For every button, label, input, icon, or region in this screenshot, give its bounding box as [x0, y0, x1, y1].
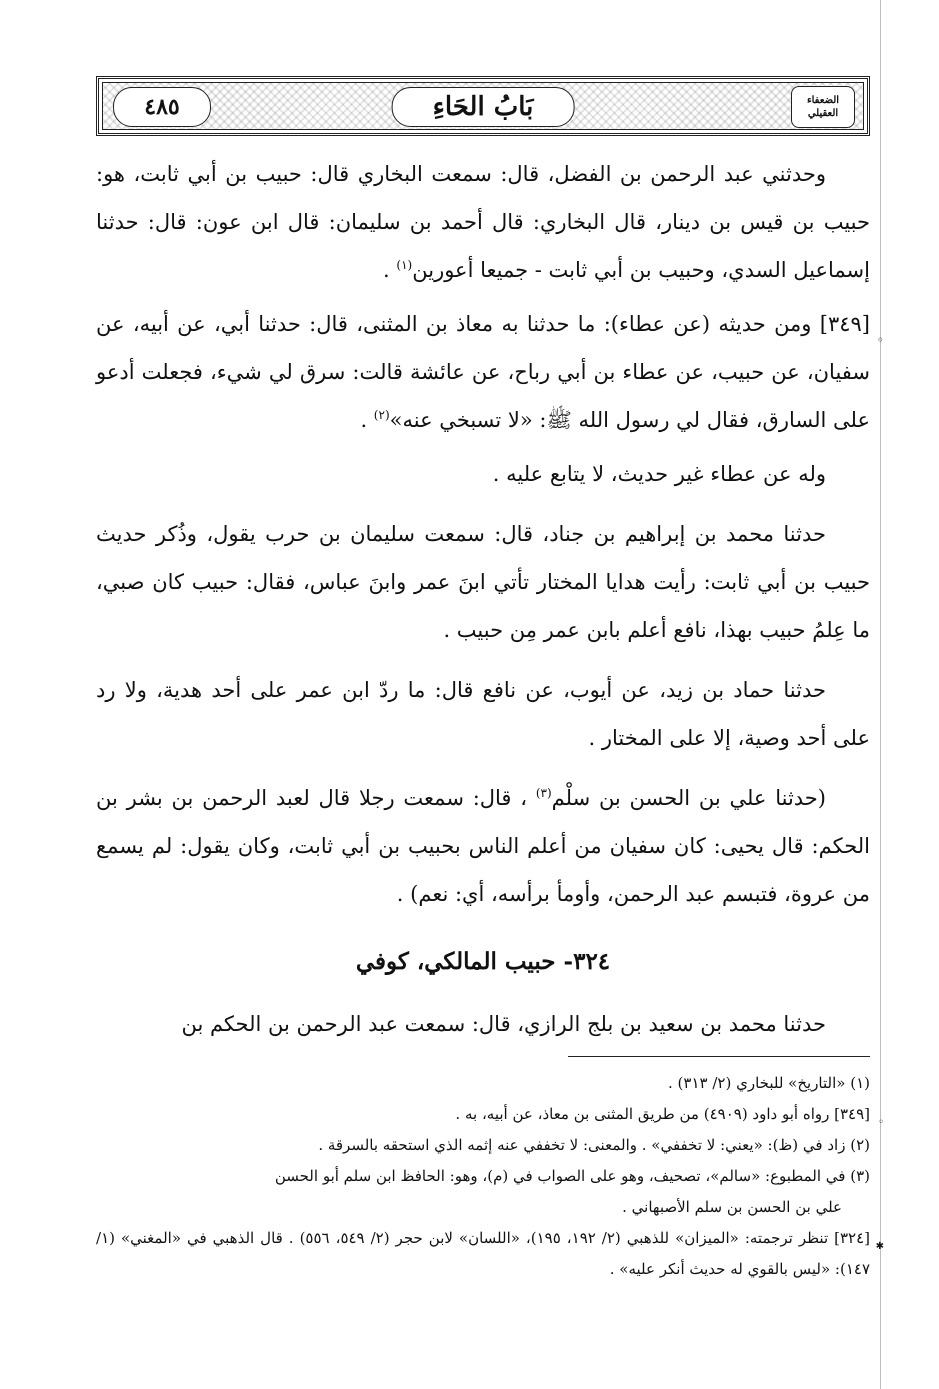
entry-title-324: ٣٢٤- حبيب المالكي، كوفي	[355, 948, 611, 975]
main-text	[96, 150, 884, 1048]
footnote-ref-2: (٢)	[373, 408, 390, 422]
footnote-ref-3: (٣)	[535, 786, 552, 800]
hadith-marker: ◦	[876, 333, 884, 347]
footnote-3-continuation: علي بن الحسن بن سلم الأصبهاني .	[622, 1198, 842, 1216]
paragraph-7: حدثنا محمد بن سعيد بن بلج الرازي، قال: سمعت عبد الرحمن بن الحكم بن	[181, 1012, 826, 1036]
footnote-324-marker: ✱	[875, 1241, 884, 1252]
hadith-349-end: .	[360, 408, 374, 432]
paragraph-1	[96, 150, 870, 294]
paragraph-6	[96, 774, 870, 918]
header-ornament-band	[102, 82, 864, 130]
footnote-324-text: [٣٢٤] تنظر ترجمته: «الميزان» للذهبي (٢/ ١٩٢، ١٩٥)، «اللسان» لابن حجر (٢/ ٥٤٩، ٥٥٦) . قال الذهبي في «المغني» (١/ ١٤٧): «ليس بالقوي له حديث أنكر عليه» .	[96, 1229, 870, 1278]
footnote-separator	[568, 1056, 870, 1057]
paragraph-3: وله عن عطاء غير حديث، لا يتابع عليه .	[492, 462, 826, 486]
page-edge-line	[880, 0, 881, 1389]
paragraph-6-text-a: (حدثنا علي بن الحسن بن سلْم	[551, 786, 826, 810]
footnotes	[96, 1068, 884, 1285]
book-logo-line1: الضعفاء	[806, 95, 840, 106]
book-logo-line2: العقيلي	[807, 108, 839, 119]
hadith-349	[96, 300, 884, 444]
paragraph-6-text-b: ، قال: سمعت رجلا قال لعبد الرحمن بن بشر بن الحكم: قال يحيى: كان سفيان من أعلم الناس بحبيب بن أبي ثابت، وكان يقول: لم يسمع من عروة، فتبسم عبد الرحمن، وأومأ برأسه، أي: نعم) .	[96, 786, 870, 906]
book-logo	[791, 86, 855, 128]
paragraph-1-text: وحدثني عبد الرحمن بن الفضل، قال: سمعت البخاري قال: حبيب بن أبي ثابت، هو: حبيب بن قيس بن دينار، قال البخاري: قال أحمد بن سليمان: قال ابن عون: قال: حدثنا إسماعيل السدي، وحبيب بن أبي ثابت - جميعا أعورين	[96, 162, 870, 282]
footnote-1: (١) «التاريخ» للبخاري (٢/ ٣١٣) .	[668, 1074, 870, 1092]
footnote-3: (٣) في المطبوع: «سالم»، تصحيف، وهو على الصواب في (م)، وهو: الحافظ ابن سلم أبو الحسن	[274, 1167, 870, 1185]
hadith-349-text: [٣٤٩] ومن حديثه (عن عطاء): ما حدثنا به معاذ بن المثنى، قال: حدثنا أبي، عن أبيه، عن سفيان، عن حبيب، عن عطاء بن أبي رباح، عن عائشة قالت: سرق لي شيء، فجعلت أدعو على السارق، فقال لي رسول الله ﷺ: «لا تسبخي عنه»	[96, 312, 870, 432]
footnote-ref-1: (١)	[396, 258, 413, 272]
footnote-349-marker: ◦	[878, 1117, 884, 1128]
footnote-324	[96, 1223, 884, 1285]
paragraph-1-end: .	[383, 258, 397, 282]
page-number: ٤٨٥	[113, 87, 211, 127]
chapter-title: بَابُ الحَاءِ	[392, 87, 575, 127]
footnote-349	[96, 1099, 884, 1130]
footnote-349-text: [٣٤٩] رواه أبو داود (٤٩٠٩) من طريق المثنى بن معاذ، عن أبيه، به .	[455, 1105, 870, 1123]
paragraph-5: حدثنا حماد بن زيد، عن أيوب، عن نافع قال: ما ردّ ابن عمر على أحد هدية، ولا رد على أحد وصية، إلا على المختار .	[96, 678, 870, 750]
footnote-2: (٢) زاد في (ظ): «يعني: لا تخففي» . والمعنى: لا تخففي عنه إثمه الذي استحقه بالسرقة .	[318, 1136, 870, 1154]
paragraph-4: حدثنا محمد بن إبراهيم بن جناد، قال: سمعت سليمان بن حرب يقول، وذُكر حديث حبيب بن أبي ثابت: رأيت هدايا المختار تأتي ابنَ عمر وابنَ عباس، فقال: حبيب كان صبي، ما عِلمُ حبيب بهذا، نافع أعلم بابن عمر مِن حبيب .	[96, 522, 870, 642]
page-header	[96, 76, 870, 136]
